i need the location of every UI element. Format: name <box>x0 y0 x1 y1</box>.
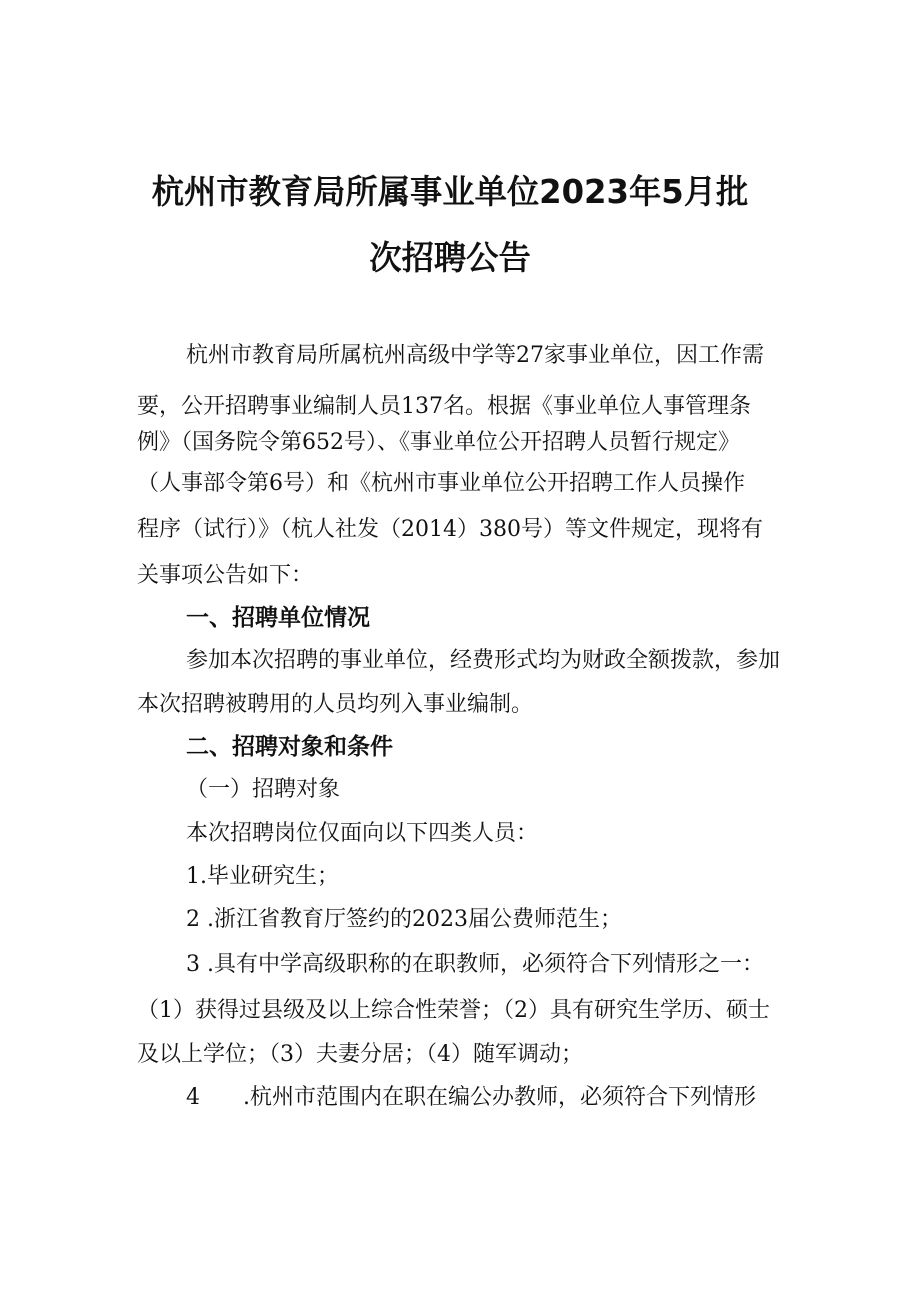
section-2-heading: 二、招聘对象和条件 <box>186 734 393 760</box>
intro-line-3: 例》（国务院令第652号）、《事业单位公开招聘人员暂行规定》 <box>137 430 740 455</box>
section-1-heading: 一、招聘单位情况 <box>186 605 370 631</box>
list-item-3-line-3: 及以上学位；（3）夫妻分居；（4）随军调动； <box>137 1042 583 1067</box>
section-1-line-1: 参加本次招聘的事业单位，经费形式均为财政全额拨款，参加 <box>186 648 781 673</box>
list-item-3-line-1: 3 .具有中学高级职称的在职教师，必须符合下列情形之一： <box>186 952 764 977</box>
document-title-line-2: 次招聘公告 <box>369 238 531 277</box>
intro-line-2: 要，公开招聘事业编制人员137名。根据《事业单位人事管理条 <box>137 394 751 419</box>
intro-line-1: 杭州市教育局所属杭州高级中学等27家事业单位，因工作需 <box>186 343 764 368</box>
section-2-intro: 本次招聘岗位仅面向以下四类人员： <box>186 821 539 846</box>
list-item-4-text: .杭州市范围内在职在编公办教师，必须符合下列情形 <box>243 1085 756 1110</box>
list-item-2: 2 .浙江省教育厅签约的2023届公费师范生； <box>186 907 622 932</box>
intro-line-5: 程序（试行）》（杭人社发（2014）380号）等文件规定，现将有 <box>137 517 763 542</box>
list-item-4-number: 4 <box>186 1085 200 1110</box>
list-item-1: 1.毕业研究生； <box>186 864 339 889</box>
section-1-line-2: 本次招聘被聘用的人员均列入事业编制。 <box>137 692 534 717</box>
section-2-sub-heading: （一）招聘对象 <box>186 777 341 802</box>
list-item-3-line-2: （1）获得过县级及以上综合性荣誉；（2）具有研究生学历、硕士 <box>137 998 770 1023</box>
intro-line-4: （人事部令第6号）和《杭州市事业单位公开招聘工作人员操作 <box>137 471 745 496</box>
document-title-line-1: 杭州市教育局所属事业单位2023年5月批 <box>151 172 749 211</box>
intro-line-6: 关事项公告如下： <box>137 563 314 588</box>
